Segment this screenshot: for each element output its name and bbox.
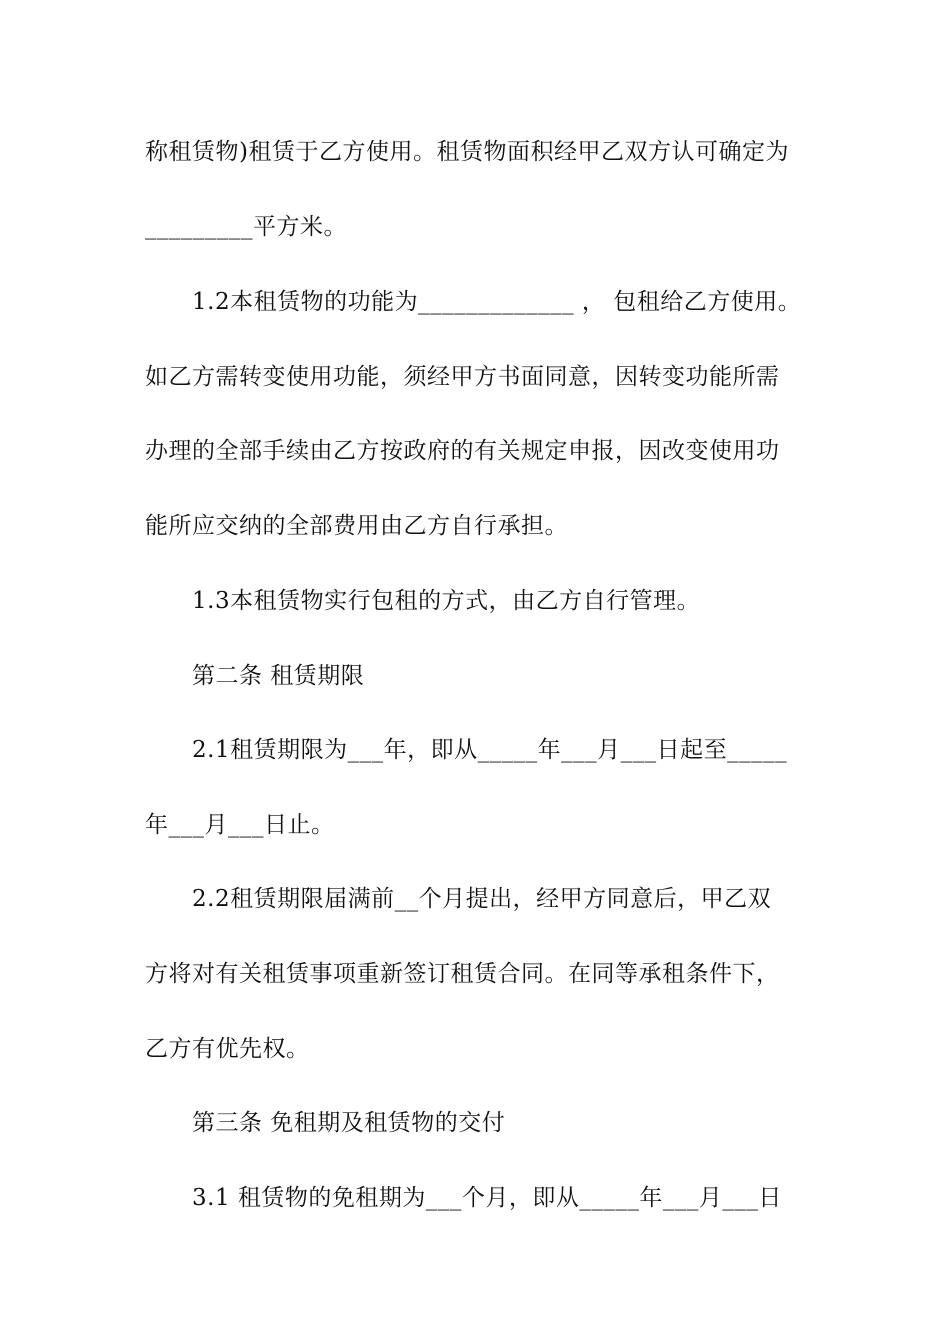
clause-1-2-line-1: 1.2本租赁物的功能为_____________ ， 包租给乙方使用。 — [192, 289, 802, 315]
article-2-heading: 第二条 租赁期限 — [192, 663, 365, 689]
text-line-2: _________平方米。 — [145, 214, 347, 240]
clause-2-2-line-3: 乙方有优先权。 — [145, 1036, 310, 1062]
clause-2-1-line-2: 年___月___日止。 — [145, 812, 335, 838]
clause-1-2-line-3: 办理的全部手续由乙方按政府的有关规定申报，因改变使用功 — [145, 438, 780, 464]
clause-2-2-line-1: 2.2租赁期限届满前__个月提出，经甲方同意后，甲乙双 — [192, 886, 772, 912]
text-line-1: 称租赁物)租赁于乙方使用。租赁物面积经甲乙双方认可确定为 — [145, 139, 789, 165]
clause-3-1-line-1: 3.1 租赁物的免租期为___个月，即从_____年___月___日 — [192, 1185, 782, 1211]
clause-2-1-line-1: 2.1租赁期限为___年，即从_____年___月___日起至_____ — [192, 737, 788, 763]
article-3-heading: 第三条 免租期及租赁物的交付 — [192, 1110, 506, 1136]
clause-1-2-line-4: 能所应交纳的全部费用由乙方自行承担。 — [145, 513, 568, 539]
clause-1-3: 1.3本租赁物实行包租的方式，由乙方自行管理。 — [192, 588, 701, 614]
clause-1-2-line-2: 如乙方需转变使用功能，须经甲方书面同意，因转变功能所需 — [145, 364, 780, 390]
clause-2-2-line-2: 方将对有关租赁事项重新签订租赁合同。在同等承租条件下， — [145, 961, 780, 987]
